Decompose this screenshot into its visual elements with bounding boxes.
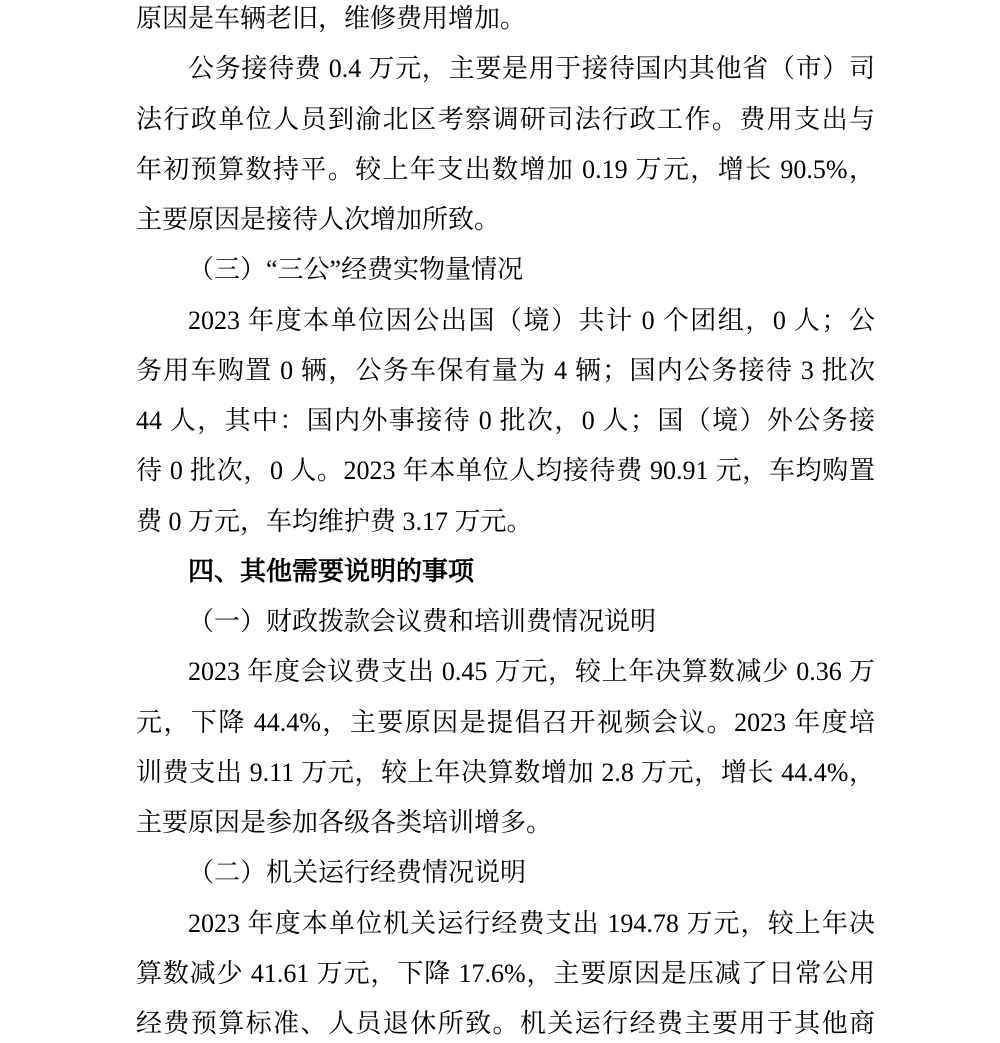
text-line: 务用车购置 0 辆，公务车保有量为 4 辆；国内公务接待 3 批次 xyxy=(136,355,875,385)
paragraph-operating-expenses xyxy=(136,909,875,1040)
section-heading-physical-quantity xyxy=(136,255,875,285)
text-line: 年初预算数持平。较上年支出数增加 0.19 万元，增长 90.5%， xyxy=(136,154,875,184)
text-line: 待 0 批次，0 人。2023 年本单位人均接待费 90.91 元，车均购置 xyxy=(136,456,875,486)
text-line: 原因是车辆老旧，维修费用增加。 xyxy=(136,4,527,33)
text-line: 法行政单位人员到渝北区考察调研司法行政工作。费用支出与 xyxy=(136,104,875,134)
paragraph-vehicle-maintenance-continued xyxy=(136,4,875,34)
subsection-heading-operating-expenses xyxy=(136,858,875,888)
text-line: 经费预算标准、人员退休所致。机关运行经费主要用于其他商 xyxy=(136,1009,875,1038)
paragraph-physical-quantity xyxy=(136,306,875,537)
text-line: 费 0 万元，车均维护费 3.17 万元。 xyxy=(136,506,533,536)
text-line: 44 人，其中：国内外事接待 0 批次，0 人；国（境）外公务接 xyxy=(136,406,875,435)
paragraph-official-reception xyxy=(136,54,875,235)
text-line: 算数减少 41.61 万元，下降 17.6%，主要原因是压减了日常公用 xyxy=(136,958,875,988)
text-line: 2023 年度本单位机关运行经费支出 194.78 万元，较上年决 xyxy=(188,908,875,938)
text-line: 2023 年度本单位因公出国（境）共计 0 个团组，0 人；公 xyxy=(188,305,875,335)
document-body xyxy=(136,4,875,1039)
text-line: 主要原因是接待人次增加所致。 xyxy=(136,205,501,234)
text-line: 2023 年度会议费支出 0.45 万元，较上年决算数减少 0.36 万 xyxy=(188,657,875,687)
section-heading: （三）“三公”经费实物量情况 xyxy=(188,255,524,285)
text-line: 元，下降 44.4%，主要原因是提倡召开视频会议。2023 年度培 xyxy=(136,707,875,737)
paragraph-meeting-training xyxy=(136,657,875,838)
section-heading: （一）财政拨款会议费和培训费情况说明 xyxy=(188,607,657,636)
text-line: 主要原因是参加各级各类培训增多。 xyxy=(136,808,553,837)
section-heading: 四、其他需要说明的事项 xyxy=(188,556,475,586)
text-line: 训费支出 9.11 万元，较上年决算数增加 2.8 万元，增长 44.4%， xyxy=(136,757,875,787)
subsection-heading-meeting-training xyxy=(136,607,875,637)
section-heading: （二）机关运行经费情况说明 xyxy=(188,858,527,888)
section-heading-other-matters xyxy=(136,557,875,587)
text-line: 公务接待费 0.4 万元，主要是用于接待国内其他省（市）司 xyxy=(188,54,875,84)
